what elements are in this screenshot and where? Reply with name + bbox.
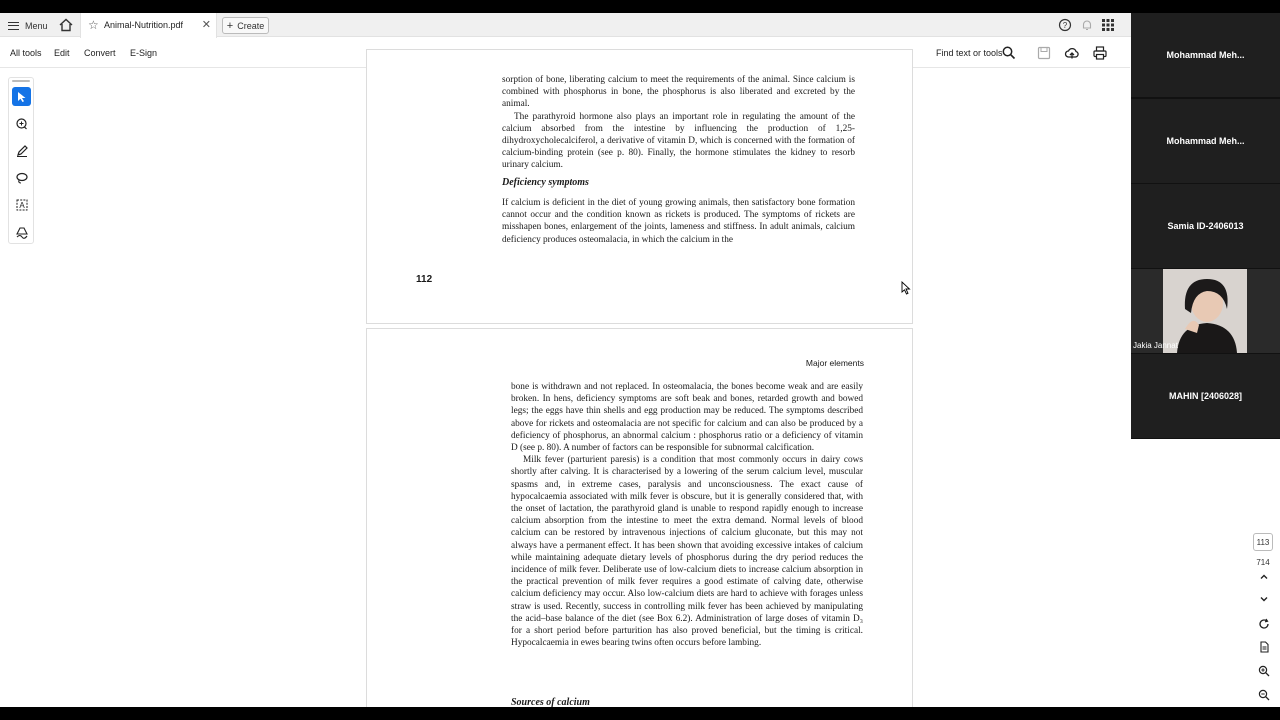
select-tool-button[interactable] [12, 87, 31, 106]
help-icon[interactable] [1058, 18, 1072, 32]
cloud-upload-icon[interactable] [1064, 45, 1080, 61]
chevron-down-icon [1259, 594, 1269, 604]
toolbar-esign[interactable]: E-Sign [130, 48, 158, 58]
find-tools-label[interactable]: Find text or tools [936, 48, 1003, 58]
rail-drag-handle[interactable] [12, 80, 30, 82]
next-page-button[interactable] [1249, 591, 1279, 607]
participant-tile[interactable] [1131, 184, 1280, 268]
participant-name: Samia ID-2406013 [1167, 221, 1244, 231]
plus-icon: + [226, 19, 234, 32]
video-call-panel [1131, 13, 1280, 439]
pen-icon [15, 144, 29, 158]
participant-name: Jakia Jannat [1133, 341, 1178, 350]
participant-name: MAHIN [2406028] [1168, 391, 1243, 401]
text-box-icon [15, 198, 29, 212]
zoom-out-button[interactable] [1249, 687, 1279, 703]
page-number: 112 [416, 274, 433, 285]
toolbar-convert[interactable]: Convert [84, 48, 116, 58]
pdf-page-113 [366, 328, 913, 707]
page-113-paragraph-2: Milk fever (parturient paresis) is a condition that most commonly occurs in dairy cows shortly after calving. It is characterised by a lowering of the serum calcium level, muscular spasms and, in extreme cases, paralysis and unconsciousness. The exact cause of hypocalcaemia associated with milk fever is obscure, but it is generally considered that, with the onset of lactation, the parathyroid gland is unable to respond rapidly enough to increase calcium absorption from the intestine to meet the extra demand. Normal levels of blood calcium can be restored by intravenous injections of calcium gluconate, but this may not always have a permanent effect. It has been shown that avoiding excessive intakes of calcium while maintaining adequate dietary levels of phosphorus during the dry period reduces the incidence of milk fever. Deliberate use of low-calcium diets to increase calcium absorption in the practical prevention of milk fever requires a good estimate of calving date, otherwise calcium deficiency may occur. Also low-calcium diets are hard to achieve with forages unless straw is used. Recently, success in controlling milk fever has been achieved by manipulating the acid–base balance of the diet (see Box 6.2). Administration of large doses of vitamin D₃ for a short period before parturition has also proved beneficial, but the timing is critical. Hypocalcaemia in ewes bearing twins often occurs before lambing. [511, 455, 863, 649]
zoom-in-icon [1258, 665, 1270, 677]
section-heading-deficiency: Deficiency symptoms [502, 177, 589, 188]
participant-tile[interactable] [1131, 269, 1280, 353]
chevron-up-icon [1259, 572, 1269, 582]
home-icon [58, 17, 74, 33]
comment-add-icon [15, 117, 29, 131]
page-113-body [511, 381, 863, 649]
signature-pen-icon [15, 225, 29, 239]
toolbar-all-tools[interactable]: All tools [10, 48, 42, 58]
tab-bar [0, 13, 1280, 37]
pdf-viewer-app [0, 13, 1280, 707]
document-pages-icon [1258, 641, 1270, 653]
page-112-paragraph-3: If calcium is deficient in the diet of young growing animals, then satisfactory bone formation cannot occur and the condition known as rickets is produced. The symptoms of rickets are misshapen bones, enlargement of the joints, lameness and stiffness. In adult animals, calcium deficiency produces osteomalacia, in which the calcium in the [502, 198, 855, 245]
search-icon[interactable] [1001, 45, 1017, 61]
total-pages: 714 [1256, 558, 1270, 567]
page-112-body-top [502, 74, 855, 172]
apps-grid-icon[interactable] [1101, 18, 1115, 32]
menu-button[interactable] [8, 17, 48, 34]
zoom-out-icon [1258, 689, 1270, 701]
bell-icon[interactable] [1080, 18, 1094, 32]
section-heading-sources: Sources of calcium [511, 697, 590, 707]
current-page-input[interactable]: 113 [1253, 533, 1273, 551]
previous-page-button[interactable] [1249, 569, 1279, 585]
participant-tile[interactable] [1131, 13, 1280, 97]
rotate-button[interactable] [1249, 616, 1279, 632]
create-button[interactable] [222, 17, 269, 34]
draw-tool-button[interactable] [12, 168, 31, 187]
star-icon[interactable]: ☆ [88, 18, 99, 32]
page-113-paragraph-1: bone is withdrawn and not replaced. In osteomalacia, the bones become weak and are easily broken. In hens, deficiency symptoms are soft beak and bones, retarded growth and bowed legs; the eggs have thin shells and egg production may be reduced. The symptoms described above for rickets and osteomalacia are not specific for calcium and can also be produced by a deficiency of phosphorus, an abnormal calcium : phosphorus ratio or a deficiency of vitamin D (see p. 80). A number of factors can be responsible for subnormal calcification. [511, 382, 863, 454]
page-112-body-bottom [502, 197, 855, 246]
menu-label: Menu [25, 20, 48, 31]
page-112-paragraph-1: sorption of bone, liberating calcium to meet the requirements of the animal. Since calcium is combined with phosphorus in bone, the phosphorus is also liberated and excreted by the animal. [502, 75, 855, 110]
tab-title: Animal-Nutrition.pdf [104, 20, 184, 30]
svg-text:?: ? [1062, 21, 1068, 30]
quick-tools-rail [8, 77, 34, 244]
print-icon[interactable] [1092, 45, 1108, 61]
create-label: Create [237, 20, 265, 31]
hamburger-icon [8, 22, 19, 30]
participant-tile[interactable] [1131, 354, 1280, 438]
document-viewport[interactable] [40, 69, 1247, 707]
participant-tile[interactable] [1131, 99, 1280, 183]
running-head: Major elements [805, 358, 864, 368]
tab-document[interactable] [80, 13, 217, 38]
page-thumbnails-button[interactable] [1249, 639, 1279, 655]
pdf-page-112 [366, 49, 913, 324]
comment-tool-button[interactable] [12, 114, 31, 133]
participant-name: Mohammad Meh... [1166, 136, 1245, 146]
text-tool-button[interactable] [12, 195, 31, 214]
highlight-tool-button[interactable] [12, 141, 31, 160]
lasso-icon [15, 171, 29, 185]
participant-name: Mohammad Meh... [1166, 50, 1245, 60]
sign-tool-button[interactable] [12, 222, 31, 241]
save-icon[interactable] [1036, 45, 1052, 61]
cursor-arrow-icon [16, 91, 28, 103]
zoom-in-button[interactable] [1249, 663, 1279, 679]
svg-text:A: A [18, 200, 25, 210]
toolbar-edit[interactable]: Edit [54, 48, 70, 58]
page-112-paragraph-2: The parathyroid hormone also plays an important role in regulating the amount of the calcium absorbed from the intestine by influencing the production of 1,25-dihydroxycholecalciferol, a derivative of vitamin D, which is concerned with the formation of calcium-binding protein (see p. 80). Finally, the hormone stimulates the kidney to resorb urinary calcium. [502, 111, 855, 171]
rotate-icon [1258, 618, 1270, 630]
close-icon[interactable]: ✕ [201, 19, 211, 31]
mouse-cursor-icon [901, 281, 911, 295]
home-button[interactable] [58, 17, 74, 33]
